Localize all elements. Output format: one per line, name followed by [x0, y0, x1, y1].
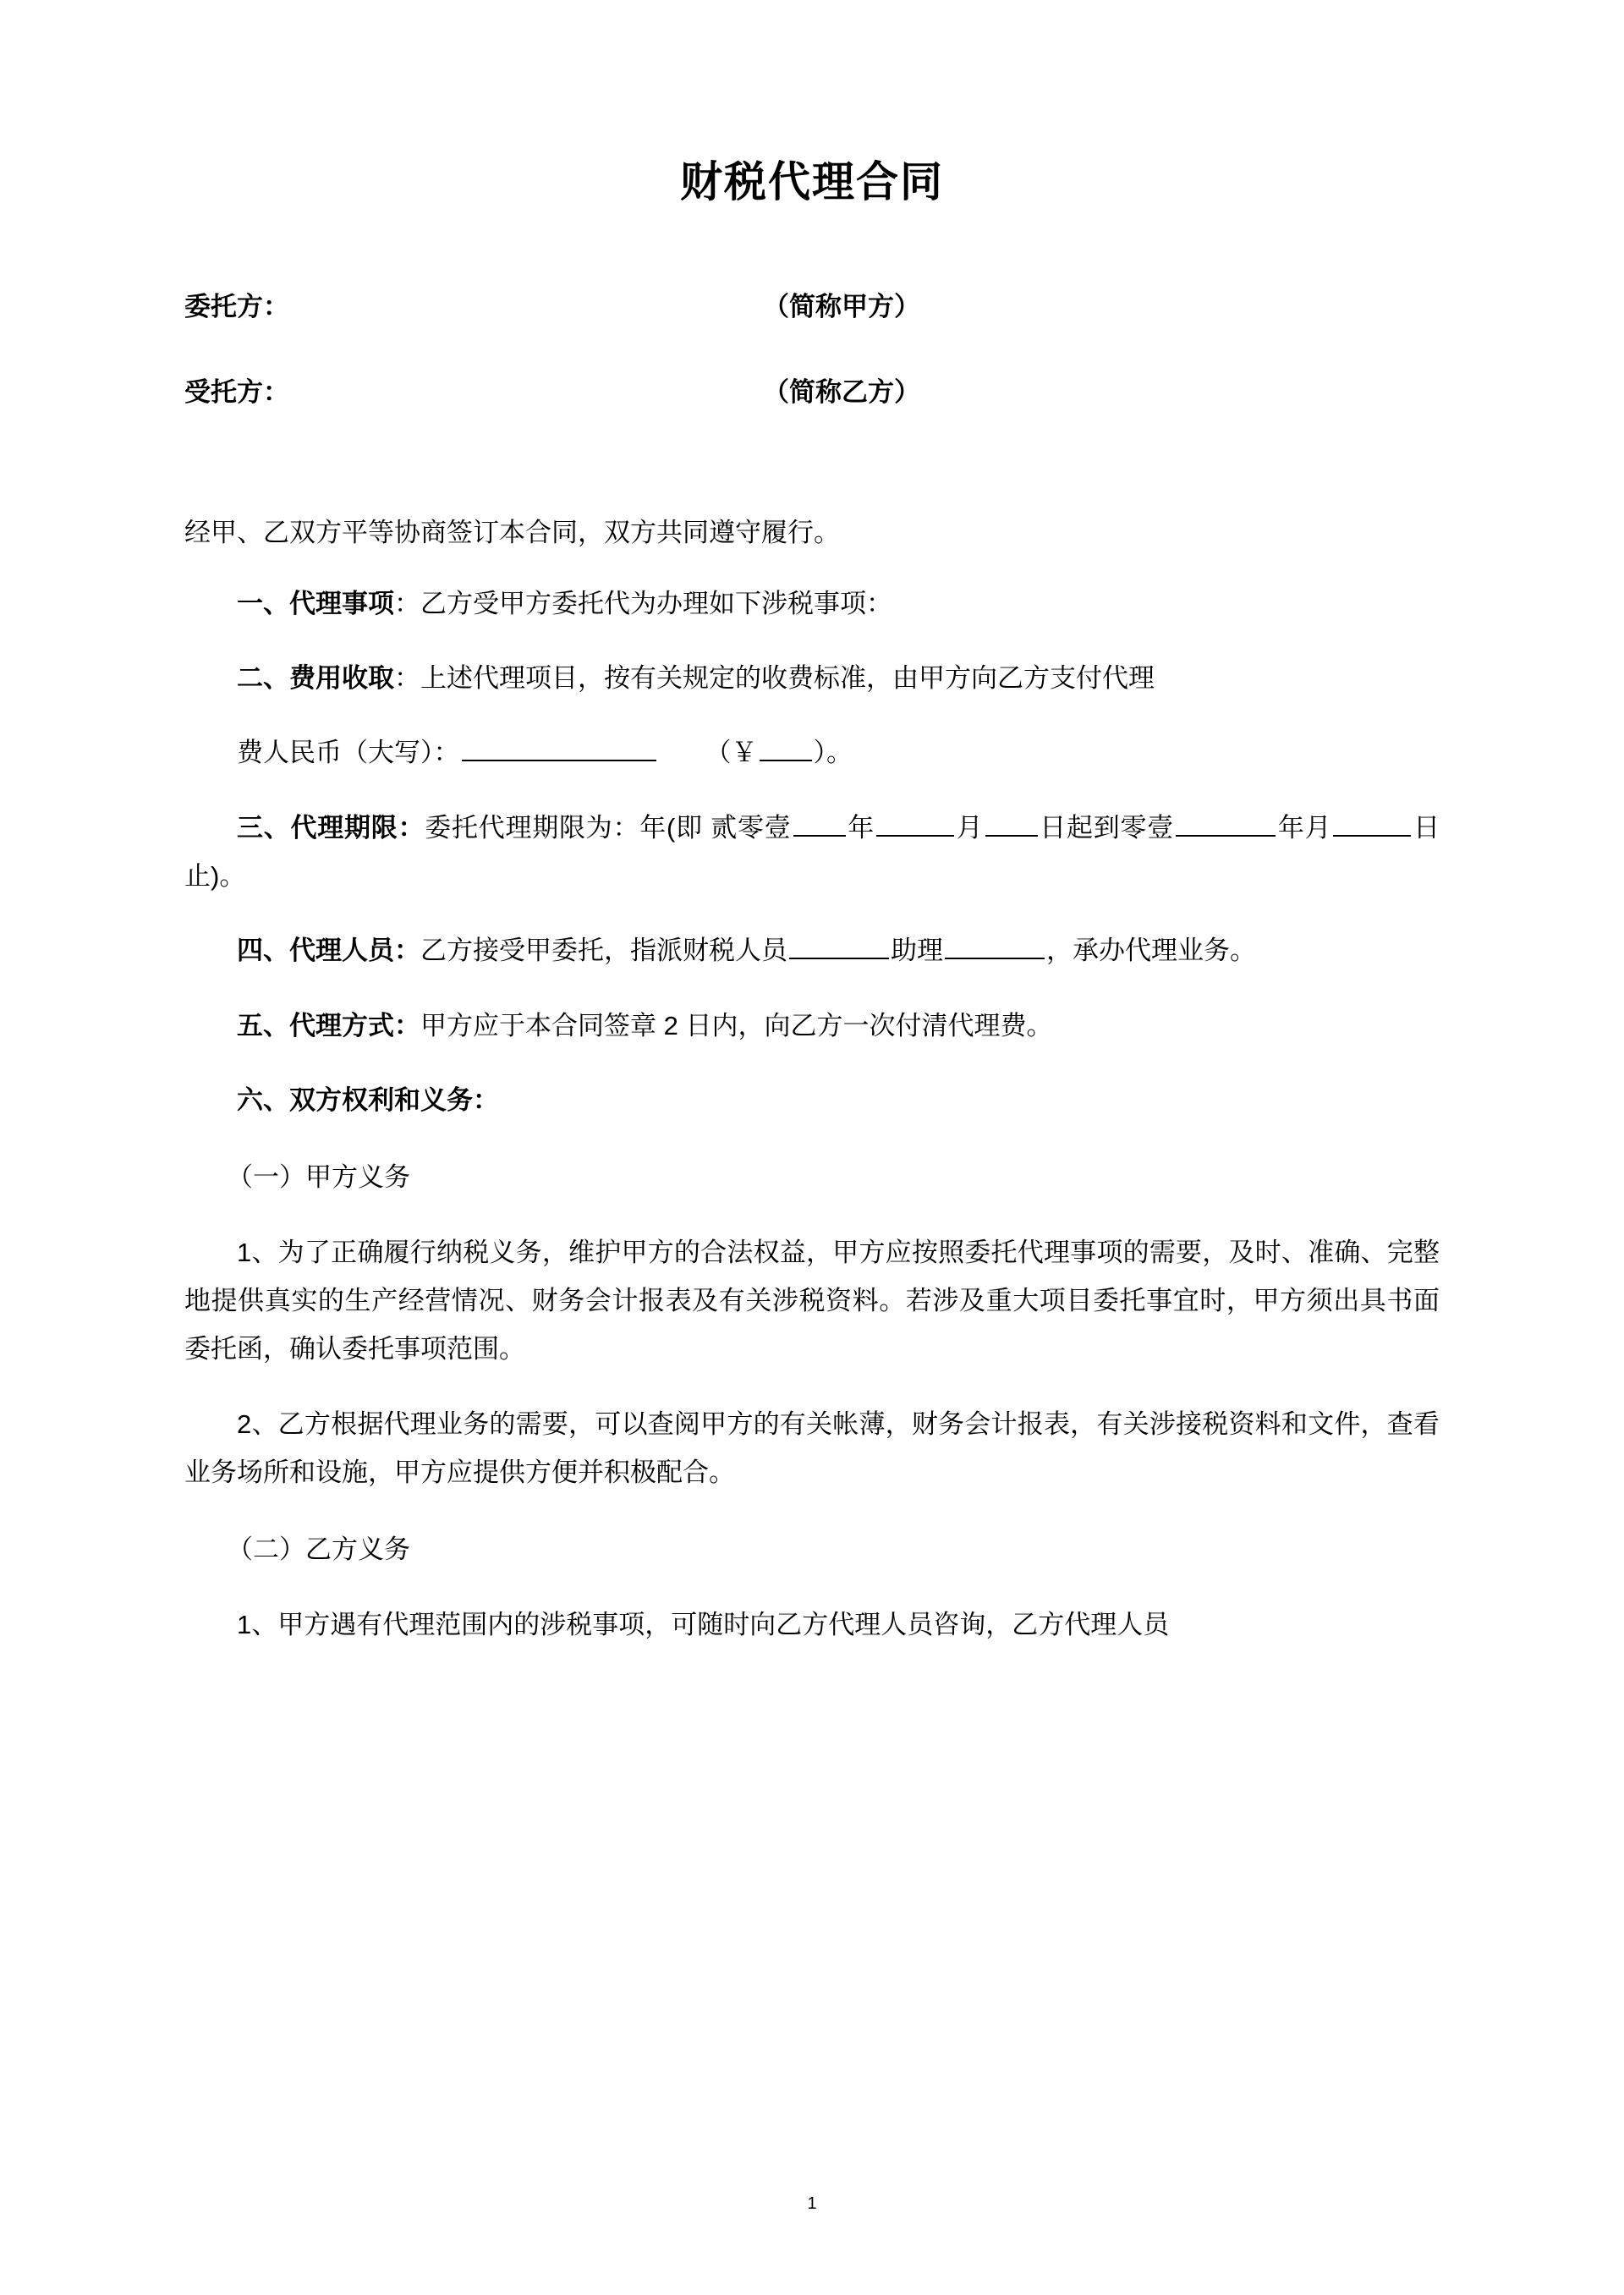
- clause-five-colon: ：: [394, 1010, 420, 1040]
- agent-alias: （简称乙方）: [763, 377, 920, 407]
- clause-four-body-b: 助理: [891, 936, 943, 966]
- clause-one-heading: 代理事项: [289, 588, 394, 618]
- client-label: 委托方：: [184, 292, 289, 321]
- clause-one-number: 一、: [237, 588, 289, 618]
- start-day-blank[interactable]: [985, 811, 1038, 837]
- fee-currency-open: （￥: [705, 738, 758, 768]
- clause-three-body-f: 月: [1304, 812, 1332, 843]
- agent-label: 受托方：: [184, 377, 289, 407]
- client-alias: （简称甲方）: [763, 292, 920, 321]
- clause-five-heading: 代理方式: [289, 1010, 394, 1040]
- start-year-blank[interactable]: [793, 811, 846, 837]
- clause-three-body-c: 月: [956, 812, 984, 843]
- assistant-name-blank[interactable]: [945, 934, 1045, 959]
- clause-one-body: 乙方受甲方委托代为办理如下涉税事项：: [420, 588, 892, 618]
- clause-five-number: 五、: [237, 1010, 289, 1040]
- clause-two: [184, 654, 1440, 702]
- page-number: 1: [807, 2194, 817, 2213]
- clause-two-line-two: [184, 728, 1440, 777]
- clause-three-colon: ：: [398, 812, 425, 843]
- clause-three-body-b: 年: [847, 812, 875, 843]
- clause-two-colon: ：: [394, 662, 420, 693]
- party-row-client: [184, 285, 1440, 323]
- clause-three-body-a: 委托代理期限为：年(即 贰零壹: [425, 812, 792, 843]
- clause-four-body-d: 业务。: [1177, 936, 1256, 966]
- clause-five-body: 甲方应于本合同签章 2 日内，向乙方一次付清代理费。: [420, 1010, 1053, 1040]
- fee-amount-label: 费人民币（大写）：: [237, 738, 460, 768]
- page-title: 财税代理合同: [680, 158, 944, 206]
- clause-three-number: 三、: [237, 812, 291, 843]
- end-day-blank[interactable]: [1333, 811, 1411, 837]
- clause-one: [184, 579, 1440, 628]
- clause-four-colon: ：: [394, 936, 420, 966]
- clause-five: [184, 1002, 1440, 1050]
- clause-six-number: 六、: [237, 1084, 289, 1115]
- clause-four-body-a: 乙方接受甲委托，指派财税人员: [420, 936, 787, 966]
- party-row-agent: [184, 371, 1440, 409]
- party-b-obligation-item-1: 1、甲方遇有代理范围内的涉税事项，可随时向乙方代理人员咨询，乙方代理人员: [237, 1609, 1170, 1639]
- clause-six-heading: 双方权利和义务: [289, 1084, 473, 1115]
- subhead-party-a-obligations: （一）甲方义务: [227, 1162, 410, 1193]
- intro-paragraph: 经甲、乙双方平等协商签订本合同，双方共同遵守履行。: [184, 518, 840, 547]
- clause-three: [184, 804, 1440, 901]
- end-year-blank[interactable]: [1176, 811, 1276, 837]
- clause-six-colon: ：: [473, 1084, 499, 1115]
- fee-amount-words-blank[interactable]: [462, 736, 656, 761]
- clause-three-body-e: 年: [1277, 812, 1305, 843]
- clause-four-heading: 代理人员: [289, 936, 394, 966]
- fee-amount-figures-blank[interactable]: [760, 736, 812, 761]
- clause-one-colon: ：: [394, 588, 420, 618]
- clause-four-number: 四、: [237, 936, 289, 966]
- clause-four: [184, 926, 1440, 975]
- start-month-blank[interactable]: [876, 811, 954, 837]
- clause-two-number: 二、: [237, 662, 289, 693]
- clause-two-heading: 费用收取: [289, 662, 394, 693]
- subhead-party-b-obligations: （二）乙方义务: [227, 1535, 410, 1565]
- party-a-obligation-item-2: 2、乙方根据代理业务的需要，可以查阅甲方的有关帐薄，财务会计报表，有关涉接税资料和文件，查看业务场所和设施，甲方应提供方便并积极配合。: [184, 1408, 1440, 1487]
- clause-three-body-d: 日起到零壹: [1039, 812, 1175, 843]
- clause-three-body-g: 日止)。: [184, 812, 1440, 891]
- clause-two-body: 上述代理项目，按有关规定的收费标准，由甲方向乙方支付代理: [420, 662, 1155, 693]
- clause-six: [184, 1076, 1440, 1124]
- clause-four-body-c: ，承办代理: [1046, 936, 1177, 966]
- tax-staff-name-blank[interactable]: [789, 934, 889, 959]
- fee-currency-close: ）。: [813, 738, 853, 768]
- party-a-obligation-item-1: 1、为了正确履行纳税义务，维护甲方的合法权益，甲方应按照委托代理事项的需要，及时、准确、完整地提供真实的生产经营情况、财务会计报表及有关涉税资料。若涉及重大项目委托事宜时，甲方须出具书面委托函，确认委托事项范围。: [184, 1237, 1440, 1364]
- clause-three-heading: 代理期限: [290, 812, 398, 843]
